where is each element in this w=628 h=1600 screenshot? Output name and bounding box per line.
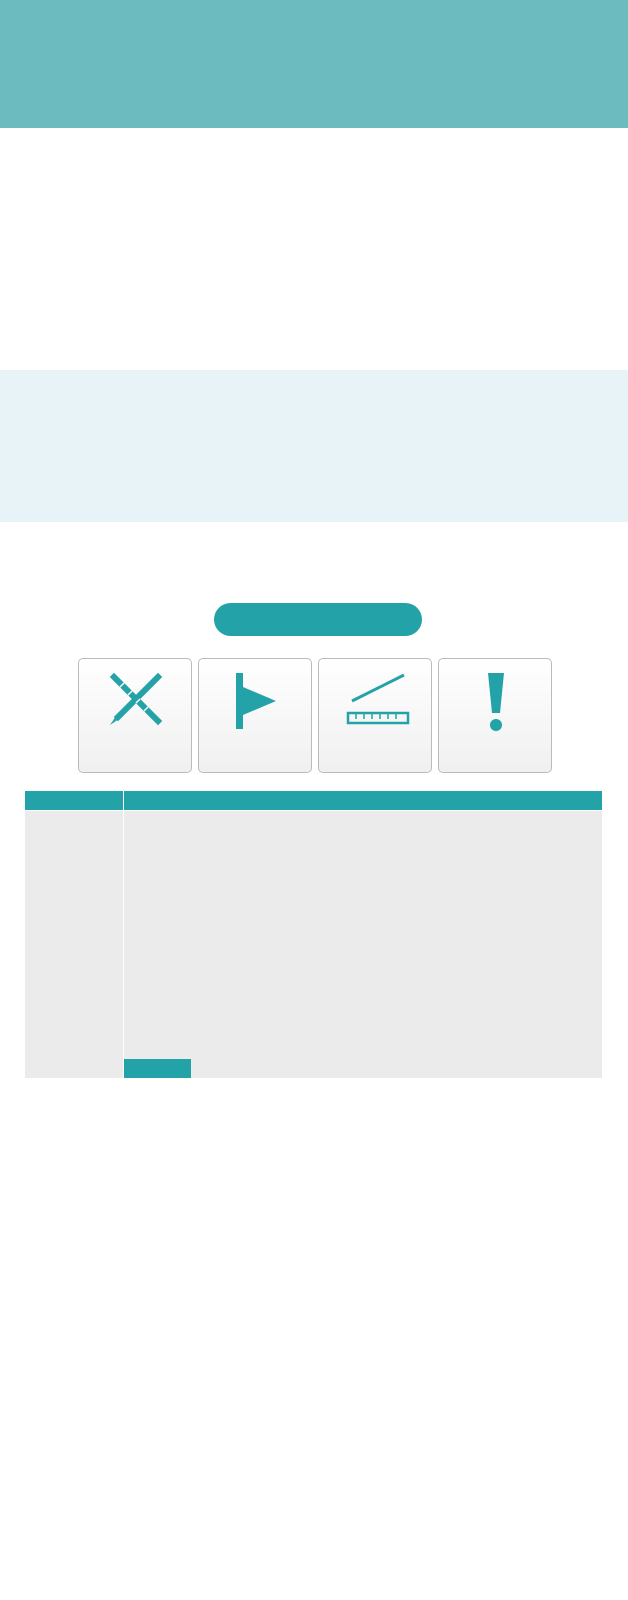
card-pipe-diameter[interactable]	[78, 658, 192, 773]
flow-ruler-icon	[346, 669, 410, 733]
flag-icon	[226, 669, 286, 733]
exclamation-icon	[466, 669, 526, 733]
model-cells	[124, 811, 602, 1059]
header-banner	[0, 0, 628, 128]
model-group	[25, 811, 123, 1059]
dn-label-cell	[25, 1059, 123, 1078]
card-medium[interactable]	[198, 658, 312, 773]
selection-banner	[0, 370, 628, 522]
card-special[interactable]	[438, 658, 552, 773]
dn-code	[124, 1059, 191, 1078]
table-head-label	[25, 791, 123, 810]
ruler-pencil-icon	[106, 669, 166, 733]
card-flow-range[interactable]	[318, 658, 432, 773]
dn-desc	[191, 1059, 602, 1078]
table-head-value	[124, 791, 602, 810]
need-to-know-pill	[214, 603, 422, 636]
selection-table	[25, 791, 602, 1561]
